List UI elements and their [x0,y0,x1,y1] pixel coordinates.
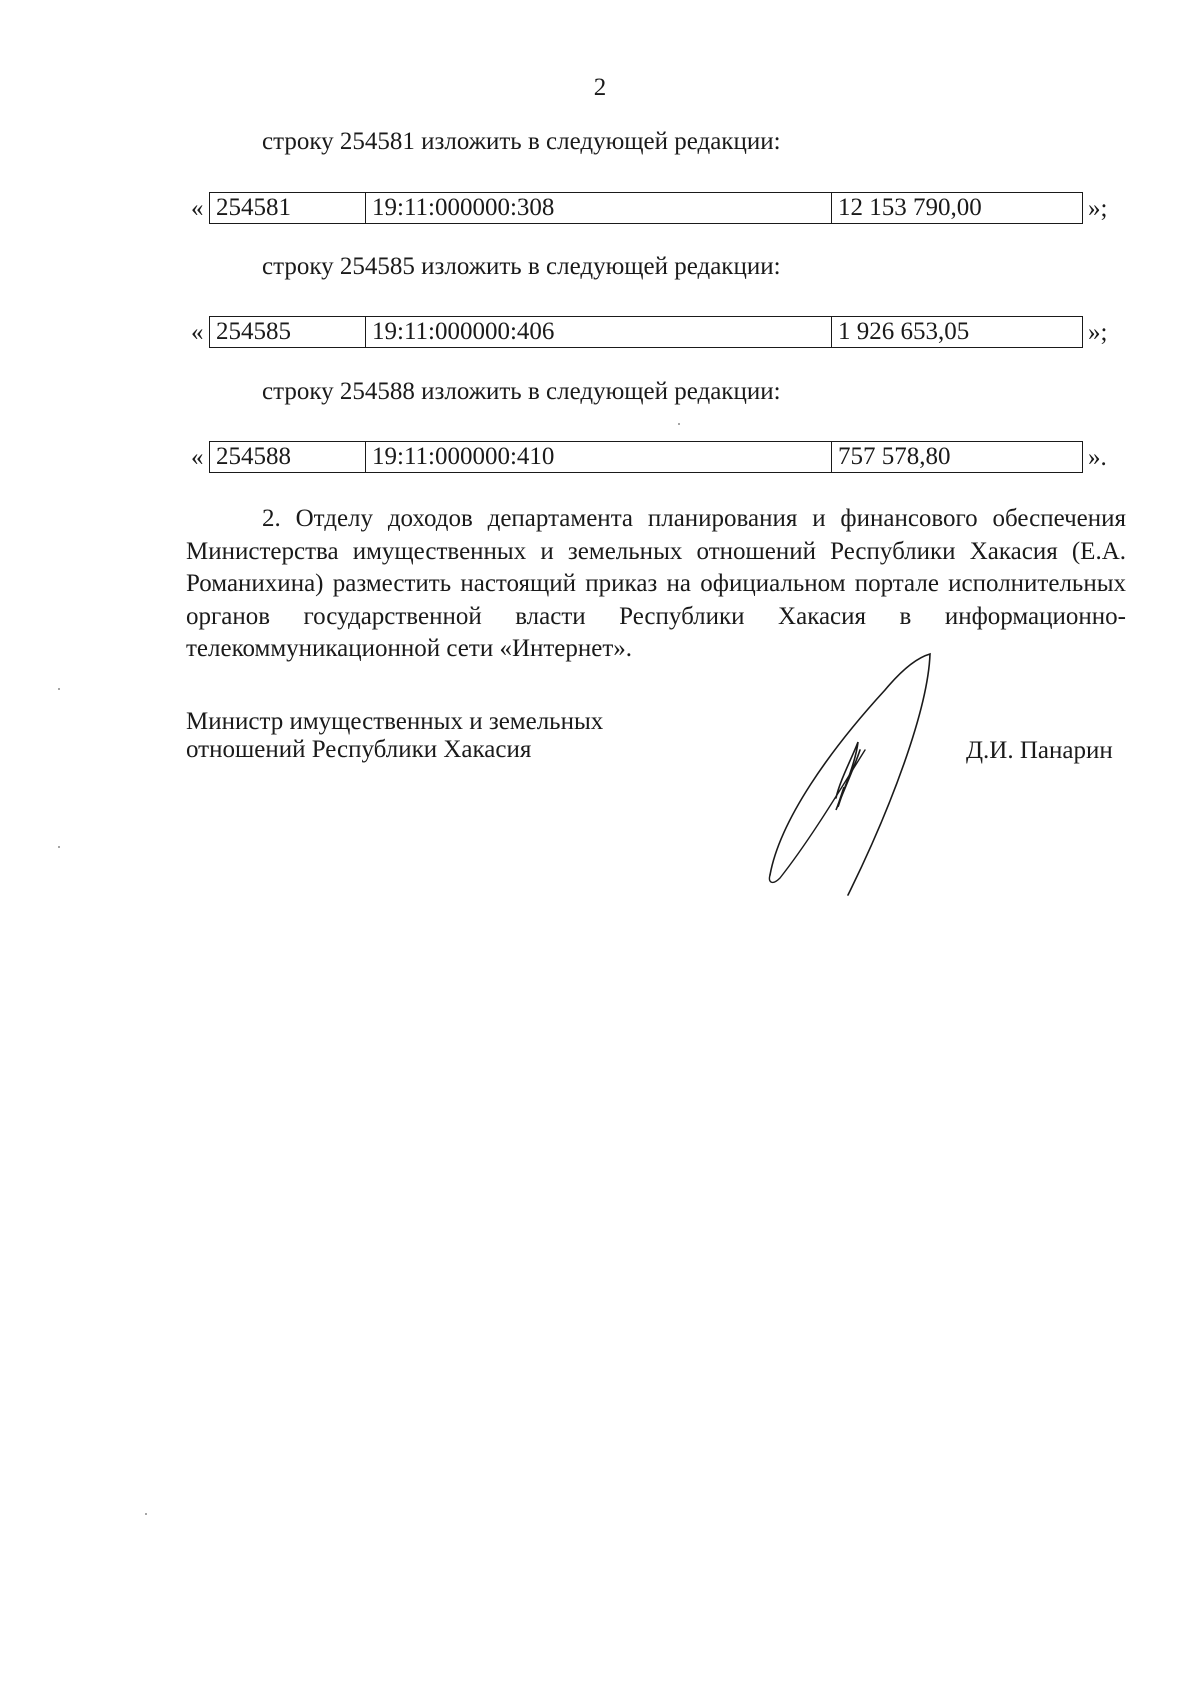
cadastral-number-cell: 19:11:000000:406 [365,317,831,347]
row-number-cell: 254588 [216,443,291,470]
cadastral-value-cell: 12 153 790,00 [831,193,1084,223]
cadastral-number-cell: 19:11:000000:410 [365,442,831,472]
closing-quote: ». [1088,444,1107,471]
row-number-cell: 254585 [216,318,291,345]
amendment-intro: строку 254588 изложить в следующей редакции: [262,378,781,405]
scan-speck [145,1513,147,1515]
closing-quote: »; [1088,319,1108,346]
handwritten-signature [740,650,970,910]
amendment-intro: строку 254585 изложить в следующей редакции: [262,253,781,280]
row-number-cell: 254581 [216,194,291,221]
amendment-table-row [209,316,1083,348]
cadastral-value-cell: 757 578,80 [831,442,1084,472]
amendment-table-row [209,192,1083,224]
signatory-title [186,708,603,764]
amendment-intro: строку 254581 изложить в следующей редакции: [262,128,781,155]
opening-quote: « [191,195,204,222]
amendment-row [0,316,1200,350]
signatory-title-line: Министр имущественных и земельных [186,708,604,735]
page-number: 2 [593,74,607,101]
amendment-row [0,192,1200,226]
closing-quote: »; [1088,195,1108,222]
amendment-row [0,441,1200,475]
signatory-name: Д.И. Панарин [966,737,1113,764]
scan-speck [58,846,60,848]
scan-speck [678,423,680,425]
signatory-title-line: отношений Республики Хакасия [186,736,532,763]
cadastral-number-cell: 19:11:000000:308 [365,193,831,223]
opening-quote: « [191,444,204,471]
opening-quote: « [191,319,204,346]
paragraph-2: 2. Отделу доходов департамента планирования и финансового обеспечения Министерства имущественных и земельных отношений Республики Хакасия (Е.А. Романихина) разместить настоящий приказ на официальном портале исполнительных органов государственной власти Республики Хакасия в информационно-телекоммуникационной сети «Интернет». [186,505,1126,662]
scan-speck [58,688,60,690]
amendment-table-row [209,441,1083,473]
cadastral-value-cell: 1 926 653,05 [831,317,1084,347]
